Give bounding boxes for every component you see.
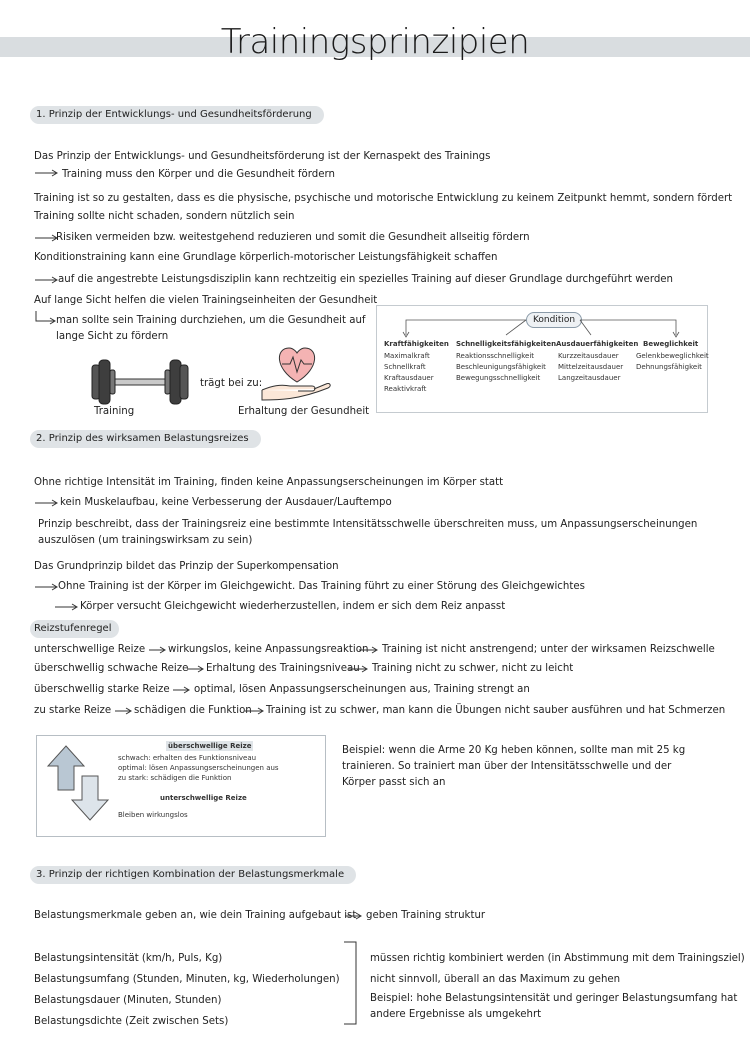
s1-line-8: Auf lange Sicht helfen die vielen Trainingseinheiten der Gesundheit xyxy=(34,295,378,306)
s2-line-3b: auszulösen (um trainingswirksam zu sein) xyxy=(38,535,253,546)
s1-line-7: auf die angestrebte Leistungsdisziplin kann rechtzeitig ein spezielles Training auf dieser Grundlage durchgeführt werden xyxy=(58,274,674,285)
kondition-item: Dehnungsfähigkeit xyxy=(636,363,702,371)
reiz-row-3-b: optimal, lösen Anpassungserscheinungen aus, Training strengt an xyxy=(194,684,530,695)
reiz-row-1-c: Training ist nicht anstrengend; unter der wirksamen Reizschwelle xyxy=(382,644,715,655)
reiz-row-3-a: überschwellig starke Reize xyxy=(34,684,170,695)
s2-line-3a: Prinzip beschreibt, dass der Trainingsreiz eine bestimmte Intensitätsschwelle überschreiten muss, um Anpassungserscheinungen xyxy=(38,519,698,530)
s1-line-9b: lange Sicht zu fördern xyxy=(56,331,169,342)
s1-line-6: Konditionstraining kann eine Grundlage körperlich-motorischer Leistungsfähigkeit schaffen xyxy=(34,252,498,263)
reiz-row-2-a: überschwellig schwache Reize xyxy=(34,663,189,674)
arrow-icon xyxy=(344,911,364,921)
note-1: müssen richtig kombiniert werden (in Abstimmung mit dem Trainingsziel) xyxy=(370,953,745,964)
heart-hand-icon xyxy=(258,342,336,404)
note-3: Beispiel: hohe Belastungsintensität und geringer Belastungsumfang hat xyxy=(370,993,738,1004)
beispiel-line-1: Beispiel: wenn die Arme 20 Kg heben können, sollte man mit 25 kg xyxy=(342,745,686,756)
reiz-row-2-c: Training nicht zu schwer, nicht zu leicht xyxy=(372,663,574,674)
reiz-row-1-a: unterschwellige Reize xyxy=(34,644,146,655)
s3-line-1a: Belastungsmerkmale geben an, wie dein Training aufgebaut ist xyxy=(34,910,357,921)
reiz-row-4-a: zu starke Reize xyxy=(34,705,112,716)
kondition-item: Mittelzeitausdauer xyxy=(558,363,624,371)
s2-line-6: Körper versucht Gleichgewicht wiederherzustellen, indem er sich dem Reiz anpasst xyxy=(80,601,506,612)
kondition-item: Schnellkraft xyxy=(384,363,426,371)
note-2: nicht sinnvoll, überall an das Maximum zu gehen xyxy=(370,974,621,985)
arrow-icon xyxy=(172,685,192,695)
dumbbell-icon xyxy=(90,356,190,408)
section-3-header: 3. Prinzip der richtigen Kombination der Belastungsmerkmale xyxy=(30,866,356,884)
merkmal-2: Belastungsumfang (Stunden, Minuten, kg, Wiederholungen) xyxy=(34,974,340,985)
arrow-icon xyxy=(34,498,60,508)
kondition-item: Kurzzeitausdauer xyxy=(558,352,619,360)
reiz-box-unter: unterschwellige Reize xyxy=(160,794,247,802)
merkmal-1: Belastungsintensität (km/h, Puls, Kg) xyxy=(34,953,223,964)
kondition-item: Gelenkbeweglichkeit xyxy=(636,352,709,360)
s1-line-4: Training sollte nicht schaden, sondern nützlich sein xyxy=(34,211,295,222)
reiz-box-line-2: optimal: lösen Anpassungserscheinungen aus xyxy=(118,764,279,772)
arrow-icon xyxy=(358,645,380,655)
arrow-icon xyxy=(54,602,80,612)
reiz-row-1-b: wirkungslos, keine Anpassungsreaktion xyxy=(168,644,369,655)
section-2-header: 2. Prinzip des wirksamen Belastungsreizes xyxy=(30,430,261,448)
kondition-col-4-head: Beweglichkeit xyxy=(643,340,699,348)
kondition-item: Maximalkraft xyxy=(384,352,430,360)
arrow-icon xyxy=(348,664,370,674)
img-label-traegt: trägt bei zu: xyxy=(200,378,263,389)
page-title: Trainingsprinzipien xyxy=(220,22,530,62)
arrow-icon xyxy=(186,664,206,674)
beispiel-line-3: Körper passt sich an xyxy=(342,777,446,788)
kondition-col-3-head: Ausdauerfähigkeiten xyxy=(556,340,639,348)
reizstufenregel-header: Reizstufenregel xyxy=(30,620,119,638)
s1-line-2: Training muss den Körper und die Gesundheit fördern xyxy=(62,169,335,180)
beispiel-line-2: trainieren. So trainiert man über der Intensitätsschwelle und der xyxy=(342,761,672,772)
s2-line-5: Ohne Training ist der Körper im Gleichgewicht. Das Training führt zu einer Störung des Gleichgewichtes xyxy=(58,581,585,592)
arrow-icon xyxy=(148,645,168,655)
kondition-root: Kondition xyxy=(526,312,582,328)
s3-line-1b: geben Training struktur xyxy=(366,910,486,921)
merkmal-3: Belastungsdauer (Minuten, Stunden) xyxy=(34,995,222,1006)
bracket-icon xyxy=(342,940,366,1026)
s2-line-4: Das Grundprinzip bildet das Prinzip der Superkompensation xyxy=(34,561,339,572)
kondition-item: Bewegungsschnelligkeit xyxy=(456,374,541,382)
reiz-box-line-3: zu stark: schädigen die Funktion xyxy=(118,774,232,782)
img-label-health: Erhaltung der Gesundheit xyxy=(238,406,370,417)
kondition-item: Beschleunigungsfähigkeit xyxy=(456,363,546,371)
reiz-row-4-c: Training ist zu schwer, man kann die Übungen nicht sauber ausführen und hat Schmerzen xyxy=(266,705,726,716)
reiz-box-line-1: schwach: erhalten des Funktionsniveau xyxy=(118,754,257,762)
s2-line-2: kein Muskelaufbau, keine Verbesserung der Ausdauer/Lauftempo xyxy=(60,497,392,508)
corner-arrow-icon xyxy=(34,310,58,326)
reiz-row-4-b: schädigen die Funktion xyxy=(134,705,252,716)
note-4: andere Ergebnisse als umgekehrt xyxy=(370,1009,542,1020)
s1-line-9a: man sollte sein Training durchziehen, um die Gesundheit auf xyxy=(56,315,366,326)
kondition-col-1-head: Kraftfähigkeiten xyxy=(384,340,449,348)
s1-line-3: Training ist so zu gestalten, dass es die physische, psychische und motorische Entwicklung zu keinem Zeitpunkt hemmt, sondern fördert xyxy=(34,193,733,204)
up-down-arrows-icon xyxy=(46,744,110,822)
merkmal-4: Belastungsdichte (Zeit zwischen Sets) xyxy=(34,1016,229,1027)
kondition-col-2-head: Schnelligkeitsfähigkeiten xyxy=(456,340,557,348)
arrow-icon xyxy=(244,706,266,716)
kondition-item: Reaktionsschnelligkeit xyxy=(456,352,535,360)
kondition-item: Kraftausdauer xyxy=(384,374,434,382)
reiz-box-line-4: Bleiben wirkungslos xyxy=(118,811,188,819)
arrow-icon xyxy=(114,706,134,716)
s1-line-5: Risiken vermeiden bzw. weitestgehend reduzieren und somit die Gesundheit allseitig fördern xyxy=(56,232,530,243)
reiz-box-ueber: überschwellige Reize xyxy=(168,742,252,750)
section-1-header: 1. Prinzip der Entwicklungs- und Gesundheitsförderung xyxy=(30,106,324,124)
arrow-icon xyxy=(34,582,60,592)
s2-line-1: Ohne richtige Intensität im Training, finden keine Anpassungserscheinungen im Körper statt xyxy=(34,477,504,488)
s1-line-1: Das Prinzip der Entwicklungs- und Gesundheitsförderung ist der Kernaspekt des Trainings xyxy=(34,151,491,162)
reiz-row-2-b: Erhaltung des Trainingsniveau xyxy=(206,663,360,674)
arrow-icon xyxy=(34,275,60,285)
kondition-item: Langzeitausdauer xyxy=(558,374,621,382)
img-label-training: Training xyxy=(94,406,135,417)
kondition-item: Reaktivkraft xyxy=(384,385,427,393)
arrow-icon xyxy=(34,168,60,178)
